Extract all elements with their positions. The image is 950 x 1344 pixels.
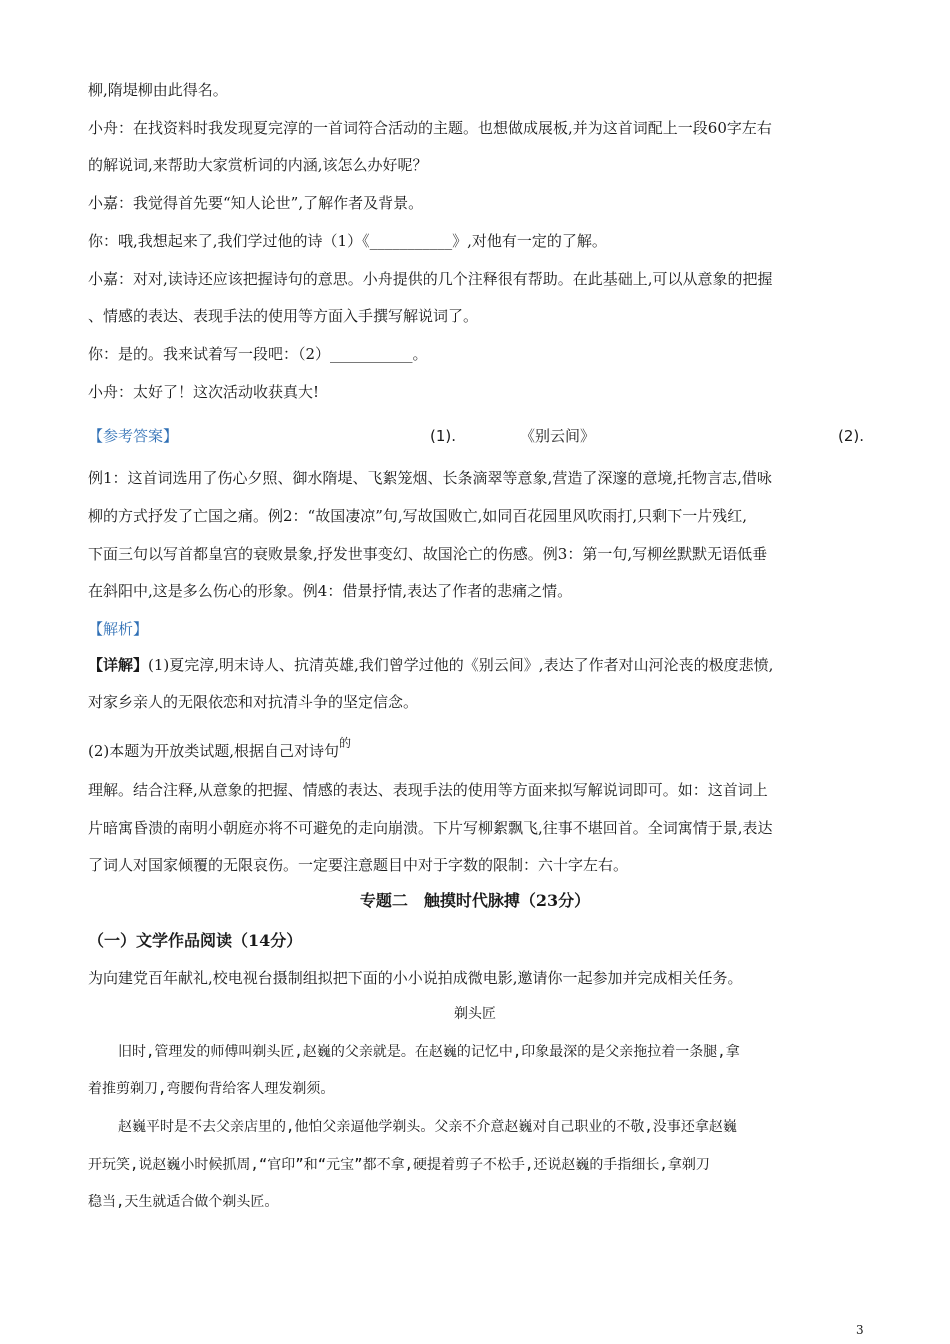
analysis-line: 了词人对国家倾覆的无限哀伤。一定要注意题目中对于字数的限制：六十字左右。 xyxy=(88,856,629,874)
detail-label: 【详解】 xyxy=(88,656,149,674)
answer-line: 下面三句以写首都皇宫的衰败景象,抒发世事变幻、故国沦亡的伤感。例3：第一句,写柳丝默默无语低垂 xyxy=(88,545,768,563)
dialogue-line: 你：是的。我来试着写一段吧：（2）___________。 xyxy=(88,345,428,363)
dialogue-line: 的解说词,来帮助大家赏析词的内涵,该怎么办好呢？ xyxy=(88,156,428,174)
analysis-label: 【解析】 xyxy=(88,620,149,638)
analysis-line: 理解。结合注释,从意象的把握、情感的表达、表现手法的使用等方面来拟写解说词即可。如：这首词上 xyxy=(88,781,768,799)
story-line: 赵巍平时是不去父亲店里的,他怕父亲逼他学剃头。父亲不介意赵巍对自己职业的不敬,没事还拿赵巍 xyxy=(118,1119,737,1135)
part2-text: (2)本题为开放类试题,根据自己对诗句 xyxy=(88,742,340,760)
answer-num-2: (2). xyxy=(838,427,865,445)
analysis-line: 对家乡亲人的无限依恋和对抗清斗争的坚定信念。 xyxy=(88,693,419,711)
analysis-line: 片暗寓昏溃的南明小朝庭亦将不可避免的走向崩溃。下片写柳絮飘飞,往事不堪回首。全词寓情于景,表达 xyxy=(88,819,773,837)
dialogue-line: 你：哦,我想起来了,我们学过他的诗（1）《___________》,对他有一定的了解。 xyxy=(88,232,607,250)
dialogue-line: 小嘉：我觉得首先要“知人论世”,了解作者及背景。 xyxy=(88,194,424,212)
story-line: 稳当,天生就适合做个剃头匠。 xyxy=(88,1194,279,1210)
part2-superscript: 的 xyxy=(339,736,352,750)
answer-line: 例1：这首词选用了伤心夕照、御水隋堤、飞絮笼烟、长条滴翠等意象,营造了深邃的意境,托物言志,借咏 xyxy=(88,469,772,487)
section-title: 专题二 触摸时代脉搏（23分） xyxy=(359,891,591,910)
answer-num-1: (1). xyxy=(430,427,457,445)
answer-line: 在斜阳中,这是多么伤心的形象。例4：借景抒情,表达了作者的悲痛之情。 xyxy=(88,582,573,600)
analysis-part2 xyxy=(88,736,352,762)
story-title: 剃头匠 xyxy=(454,1006,496,1022)
answer-label: 【参考答案】 xyxy=(88,427,179,445)
analysis-detail xyxy=(88,655,773,675)
dialogue-line: 小舟：太好了！这次活动收获真大! xyxy=(88,383,320,401)
story-line: 着推剪剃刀,弯腰佝背给客人理发剃须。 xyxy=(88,1081,335,1097)
section-intro: 为向建党百年献礼,校电视台摄制组拟把下面的小小说拍成微电影,邀请你一起参加并完成相关任务。 xyxy=(88,969,743,987)
dialogue-line: 、情感的表达、表现手法的使用等方面入手撰写解说词了。 xyxy=(88,307,479,325)
page-number: 3 xyxy=(856,1323,864,1337)
answer-item-1: 《别云间》 xyxy=(520,427,596,445)
dialogue-line: 柳,隋堤柳由此得名。 xyxy=(88,81,228,99)
story-line: 开玩笑,说赵巍小时候抓周,“官印”和“元宝”都不拿,硬提着剪子不松手,还说赵巍的手指细长,拿剃刀 xyxy=(88,1157,710,1173)
story-line: 旧时,管理发的师傅叫剃头匠,赵巍的父亲就是。在赵巍的记忆中,印象最深的是父亲拖拉着一条腿,拿 xyxy=(118,1044,740,1060)
subsection-title: （一）文学作品阅读（14分） xyxy=(88,931,303,950)
detail-text: (1)夏完淳,明末诗人、抗清英雄,我们曾学过他的《别云间》,表达了作者对山河沦丧的极度悲愤, xyxy=(148,656,774,674)
dialogue-line: 小舟：在找资料时我发现夏完淳的一首词符合活动的主题。也想做成展板,并为这首词配上一段60字左右 xyxy=(88,119,772,137)
answer-line: 柳的方式抒发了亡国之痛。例2：“故国凄凉”句,写故国败亡,如同百花园里风吹雨打,只剩下一片残红, xyxy=(88,507,747,525)
dialogue-line: 小嘉：对对,读诗还应该把握诗句的意思。小舟提供的几个注释很有帮助。在此基础上,可以从意象的把握 xyxy=(88,270,773,288)
